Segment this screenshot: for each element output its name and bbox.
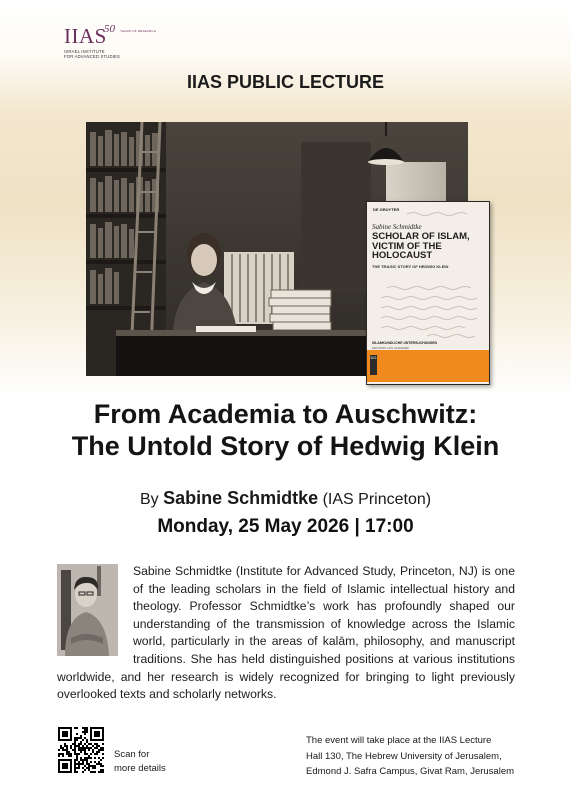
scan-caption bbox=[114, 748, 166, 776]
bio-text: Sabine Schmidtke (Institute for Advanced Study, Princeton, NJ) is one of the leading scholars in the field of Islamic intellectual history and theology. Professor Schmidtke’s work has profoundly shaped our understanding of the transmission of knowledge across the Islamic world, particularly in the areas of kalām, philosophy, and manuscript traditions. She has held distinguished positions at various institutions worldwide, and her research is widely recognized for bringing to light previously overlooked texts and scholarly networks. bbox=[57, 564, 515, 702]
byline-prefix: By bbox=[139, 491, 159, 508]
book-cover bbox=[366, 201, 490, 385]
logo-mark: IIAS bbox=[64, 24, 107, 48]
book-series-editors: EDITIONS AUS SCHWARZ bbox=[372, 346, 409, 350]
logo-name-line2: FOR ADVANCED STUDIES bbox=[64, 54, 121, 59]
book-series: ISLAMKUNDLICHE UNTERSUCHUNGEN bbox=[372, 341, 437, 345]
qr-code[interactable] bbox=[58, 727, 104, 773]
speaker-name: Sabine Schmidtke bbox=[163, 488, 319, 508]
logo-fifty: 50 bbox=[104, 23, 115, 35]
event-kicker: IIAS PUBLIC LECTURE bbox=[186, 72, 384, 92]
venue-line2: Hall 130, The Hebrew University of Jerusalem, bbox=[306, 750, 502, 762]
speaker-byline bbox=[0, 488, 571, 509]
speaker-affiliation: (IAS Princeton) bbox=[322, 491, 432, 508]
lecture-title-line1: From Academia to Auschwitz: bbox=[93, 399, 478, 429]
scan-line2: more details bbox=[114, 763, 166, 774]
book-title: SCHOLAR OF ISLAM, VICTIM OF THE HOLOCAUST bbox=[372, 231, 470, 261]
book-orange-band bbox=[367, 350, 489, 382]
book-author: Sabine Schmidtke bbox=[372, 223, 422, 231]
qr-code-pattern bbox=[58, 727, 104, 773]
book-publisher: DE GRUYTER bbox=[373, 207, 400, 212]
scan-line1: Scan for bbox=[114, 749, 150, 760]
lecture-title-line2: The Untold Story of Hedwig Klein bbox=[71, 431, 500, 461]
iias-logo bbox=[64, 23, 157, 59]
logo-anniversary-text: YEARS OF RESEARCH bbox=[120, 29, 157, 33]
event-datetime: Monday, 25 May 2026 | 17:00 bbox=[157, 516, 414, 537]
venue-info bbox=[306, 733, 516, 780]
logo-institute-name bbox=[64, 49, 120, 59]
bio-portrait-spacer bbox=[57, 563, 133, 651]
book-subtitle: THE TRAGIC STORY OF HEDWIG KLEIN bbox=[372, 264, 449, 269]
speaker-bio bbox=[57, 563, 515, 704]
venue-line3: Edmond J. Safra Campus, Givat Ram, Jerusalem bbox=[306, 766, 515, 777]
book-publisher-mark: DG bbox=[370, 355, 377, 375]
lecture-title bbox=[0, 398, 571, 462]
logo-name-line1: ISRAEL INSTITUTE bbox=[64, 49, 105, 54]
venue-line1: The event will take place at the IIAS Lecture bbox=[306, 735, 492, 746]
